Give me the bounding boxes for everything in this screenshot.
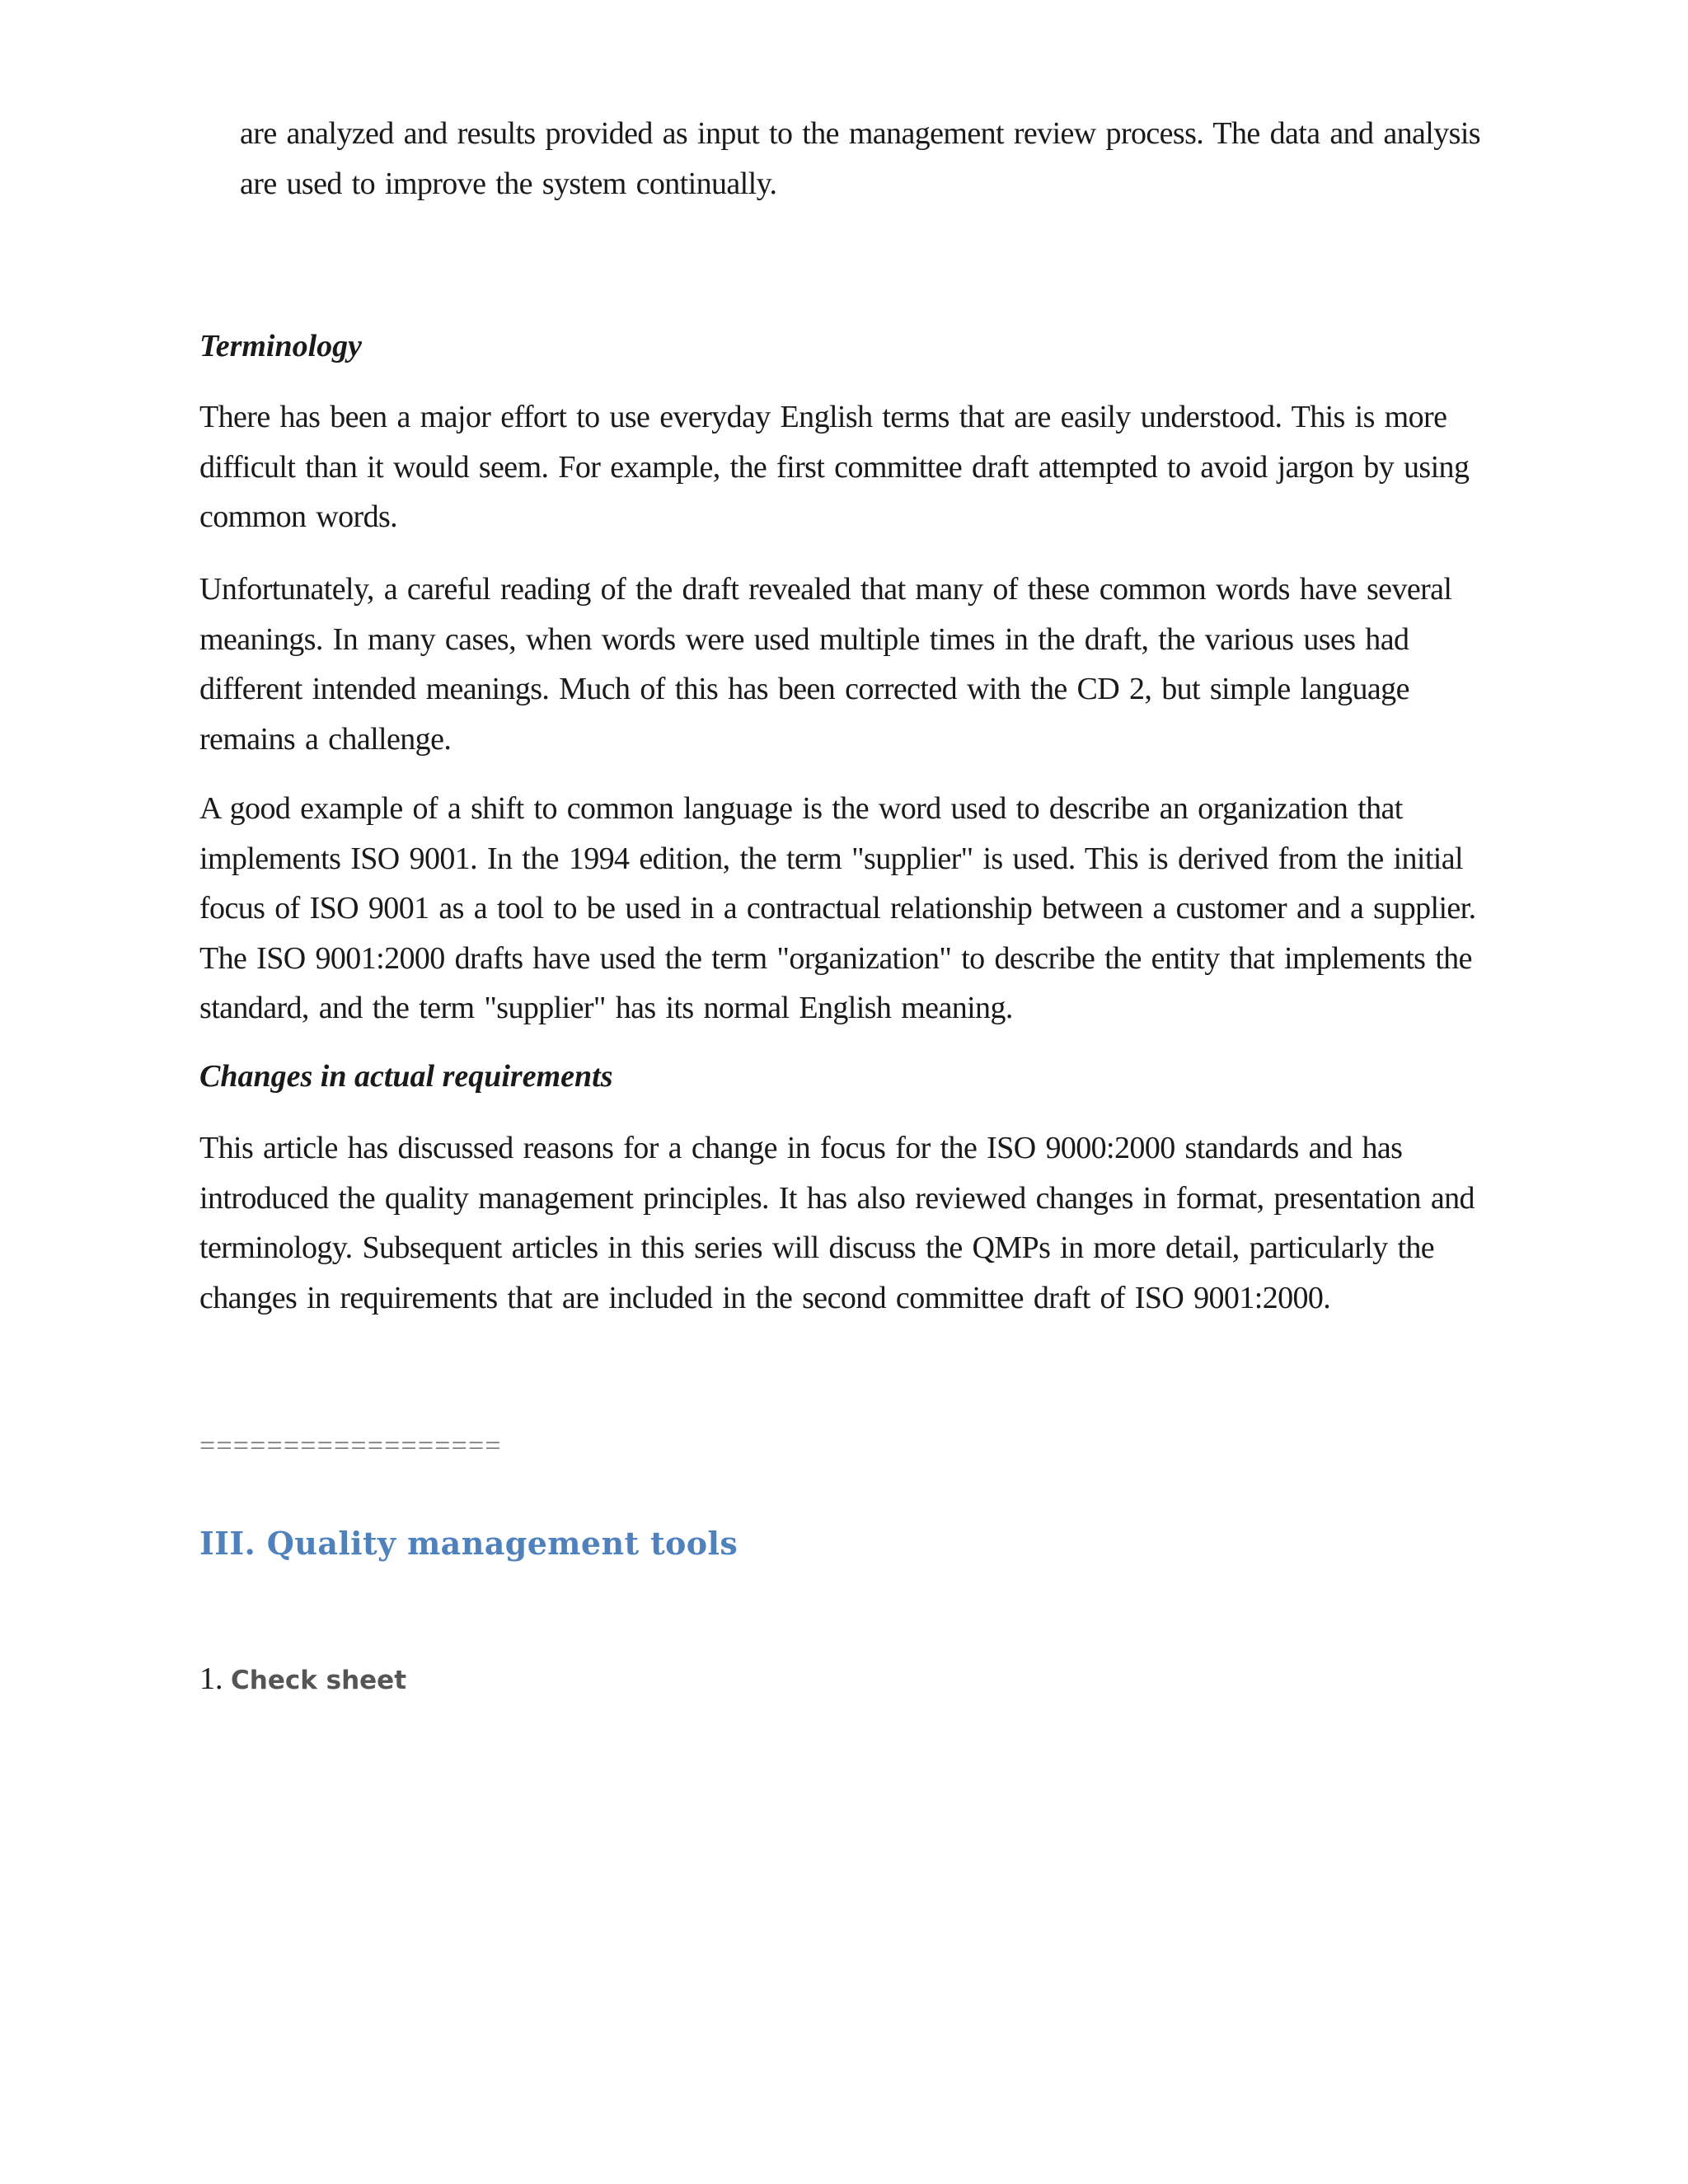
list-item: [199, 1658, 406, 1706]
changes-heading: Changes in actual requirements: [199, 1059, 613, 1094]
section-title: III. Quality management tools: [199, 1525, 738, 1562]
changes-paragraph: This article has discussed reasons for a change in focus for the ISO 9000:2000 standards and has introduced the quality management principles. It has also reviewed changes in format, presentation and terminology. Subsequent articles in this series will discuss the QMPs in more detail, particularly the changes in requirements that are included in the second committee draft of ISO 9001:2000.: [199, 1131, 1475, 1315]
terminology-heading: Terminology: [199, 329, 363, 363]
separator-rule: ==================: [199, 1431, 502, 1461]
terminology-paragraph-1: There has been a major effort to use everyday English terms that are easily understood. This is more difficult than it would seem. For example, the first committee draft attempted to avoid jargon by using common words.: [199, 400, 1470, 534]
terminology-paragraph-2: Unfortunately, a careful reading of the draft revealed that many of these common words have several meanings. In many cases, when words were used multiple times in the draft, the various uses had different intended meanings. Much of this has been corrected with the CD 2, but simple language remains a challenge.: [199, 572, 1452, 757]
terminology-paragraph-3: A good example of a shift to common language is the word used to describe an organization that implements ISO 9001. In the 1994 edition, the term "supplier" is used. This is derived from the initial focus of ISO 9001 as a tool to be used in a contractual relationship between a customer and a supplier. The ISO 9001:2000 drafts have used the term "organization" to describe the entity that implements the standard, and the term "supplier" has its normal English meaning.: [199, 791, 1476, 1025]
intro-paragraph: are analyzed and results provided as input to the management review process. The data and analysis are used to improve the system continually.: [240, 116, 1480, 201]
list-item-label: Check sheet: [231, 1666, 407, 1695]
list-item-number: 1.: [199, 1661, 231, 1696]
